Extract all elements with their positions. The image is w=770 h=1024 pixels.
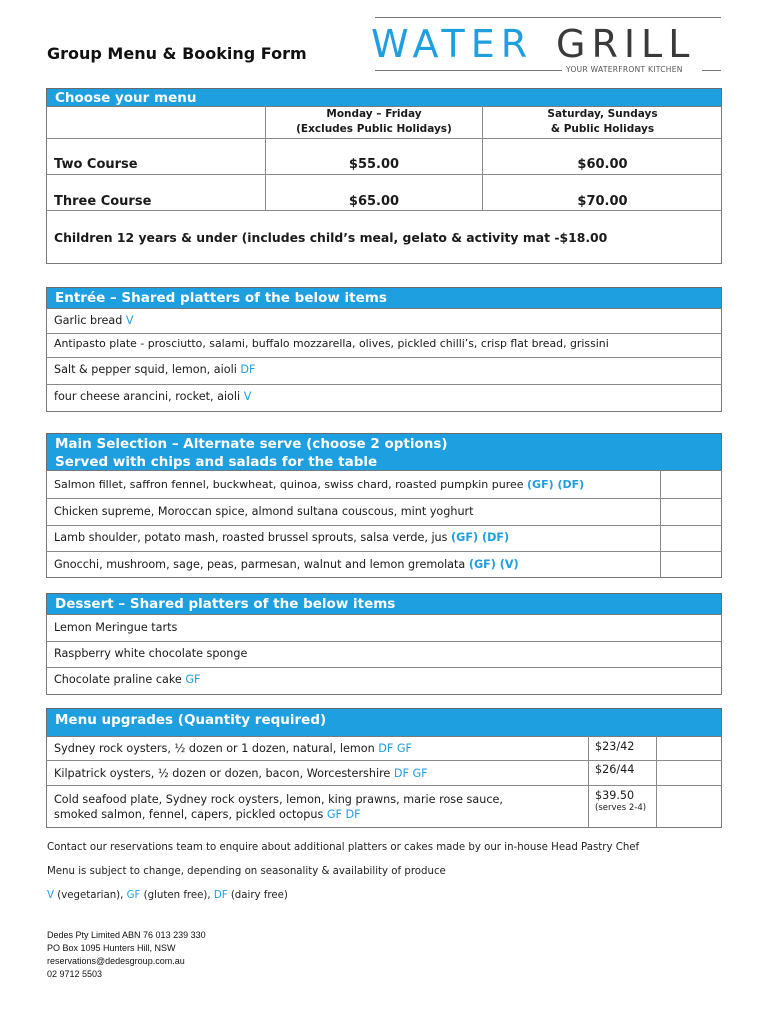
upgrade-price: $26/44: [595, 763, 635, 776]
entree-item: Antipasto plate - prosciutto, salami, buffalo mozzarella, olives, pickled chilli’s, crisp flat bread, grissini: [54, 337, 609, 350]
main-header-line2: Served with chips and salads for the table: [55, 454, 378, 470]
upgrade-item: Cold seafood plate, Sydney rock oysters, lemon, king prawns, marie rose sauce,: [54, 793, 503, 806]
upgrade-price: $23/42: [595, 740, 635, 753]
two-course-weekend-price: $60.00: [577, 157, 628, 172]
contact-note: Contact our reservations team to enquire about additional platters or cakes made by our in-house Head Pastry Chef: [47, 842, 640, 853]
main-header: [46, 433, 722, 471]
weekend-heading-line1: Saturday, Sundays: [547, 108, 658, 120]
dessert-rule-1: [46, 641, 722, 642]
logo-tag-rule-right: [702, 70, 721, 71]
upgrade-quantity-cell[interactable]: [657, 786, 721, 827]
dessert-item: Chocolate praline cake GF: [54, 673, 201, 686]
upgrade-item-continued: smoked salmon, fennel, capers, pickled octopus GF DF: [54, 808, 361, 821]
upgrades-rule-1: [46, 760, 722, 761]
upgrade-item: Sydney rock oysters, ½ dozen or 1 dozen, natural, lemon DF GF: [54, 742, 412, 755]
entree-header: Entrée – Shared platters of the below items: [46, 287, 722, 309]
entree-item: Salt & pepper squid, lemon, aioli DF: [54, 363, 256, 376]
entree-item: Garlic bread V: [54, 314, 134, 327]
main-choice-cell[interactable]: [661, 471, 721, 498]
entree-rule-2: [46, 357, 722, 358]
upgrade-quantity-cell[interactable]: [657, 737, 721, 760]
logo-word-grill: GRILL: [556, 22, 696, 66]
main-choice-cell[interactable]: [661, 552, 721, 577]
choose-menu-header: Choose your menu: [46, 88, 722, 107]
company-abn: Dedes Pty Limited ABN 76 013 239 330: [47, 930, 206, 940]
dessert-item: Lemon Meringue tarts: [54, 621, 178, 634]
three-course-label: Three Course: [54, 194, 152, 209]
upgrades-price-divider: [588, 736, 589, 828]
logo-tag-rule-left: [375, 70, 562, 71]
children-price-note: Children 12 years & under (includes child’s meal, gelato & activity mat -$18.00: [54, 230, 608, 245]
two-course-label: Two Course: [54, 157, 138, 172]
main-item: Lamb shoulder, potato mash, roasted brussel sprouts, salsa verde, jus (GF) (DF): [54, 531, 510, 544]
upgrades-rule-2: [46, 785, 722, 786]
main-item: Salmon fillet, saffron fennel, buckwheat, quinoa, swiss chard, roasted pumpkin puree (GF) (DF): [54, 478, 585, 491]
three-course-weekday-price: $65.00: [348, 194, 400, 209]
entree-item: four cheese arancini, rocket, aioli V: [54, 390, 252, 403]
main-choice-cell[interactable]: [661, 526, 721, 551]
entree-rule-3: [46, 384, 722, 385]
choose-menu-rule-3: [46, 210, 722, 211]
entree-rule-1: [46, 333, 722, 334]
weekday-heading-line1: Monday – Friday: [326, 108, 422, 120]
main-rule-3: [46, 551, 722, 552]
contact-email: reservations@dedesgroup.com.au: [47, 956, 185, 966]
weekend-heading-line2: & Public Holidays: [550, 123, 655, 135]
upgrade-quantity-cell[interactable]: [657, 761, 721, 785]
two-course-weekday-price: $55.00: [348, 157, 400, 172]
dessert-item: Raspberry white chocolate sponge: [54, 647, 248, 660]
change-note: Menu is subject to change, depending on seasonality & availability of produce: [47, 866, 446, 877]
main-item: Chicken supreme, Moroccan spice, almond sultana couscous, mint yoghurt: [54, 505, 474, 518]
page-title: Group Menu & Booking Form: [47, 44, 307, 63]
main-item: Gnocchi, mushroom, sage, peas, parmesan, walnut and lemon gremolata (GF) (V): [54, 558, 519, 571]
upgrade-price-note: (serves 2-4): [595, 803, 647, 813]
logo-tagline: YOUR WATERFRONT KITCHEN: [566, 65, 683, 74]
logo-word-water: WATER: [371, 22, 534, 66]
contact-phone: 02 9712 5503: [47, 969, 103, 979]
main-choice-cell[interactable]: [661, 499, 721, 525]
main-rule-1: [46, 498, 722, 499]
upgrade-price: $39.50: [595, 789, 635, 802]
logo-top-rule: [375, 17, 721, 18]
upgrade-item: Kilpatrick oysters, ½ dozen or dozen, bacon, Worcestershire DF GF: [54, 767, 428, 780]
choose-menu-rule-1: [46, 138, 722, 139]
dessert-rule-2: [46, 667, 722, 668]
dessert-header: Dessert – Shared platters of the below items: [46, 593, 722, 615]
weekday-heading-line2: (Excludes Public Holidays): [296, 123, 452, 135]
postal-address: PO Box 1095 Hunters Hill, NSW: [47, 943, 176, 953]
main-rule-2: [46, 525, 722, 526]
main-header-line1: Main Selection – Alternate serve (choose 2 options): [55, 436, 448, 452]
three-course-weekend-price: $70.00: [577, 194, 628, 209]
choose-menu-rule-2: [46, 174, 722, 175]
upgrades-header: Menu upgrades (Quantity required): [46, 708, 722, 737]
dietary-legend: V (vegetarian), GF (gluten free), DF (dairy free): [47, 890, 288, 901]
